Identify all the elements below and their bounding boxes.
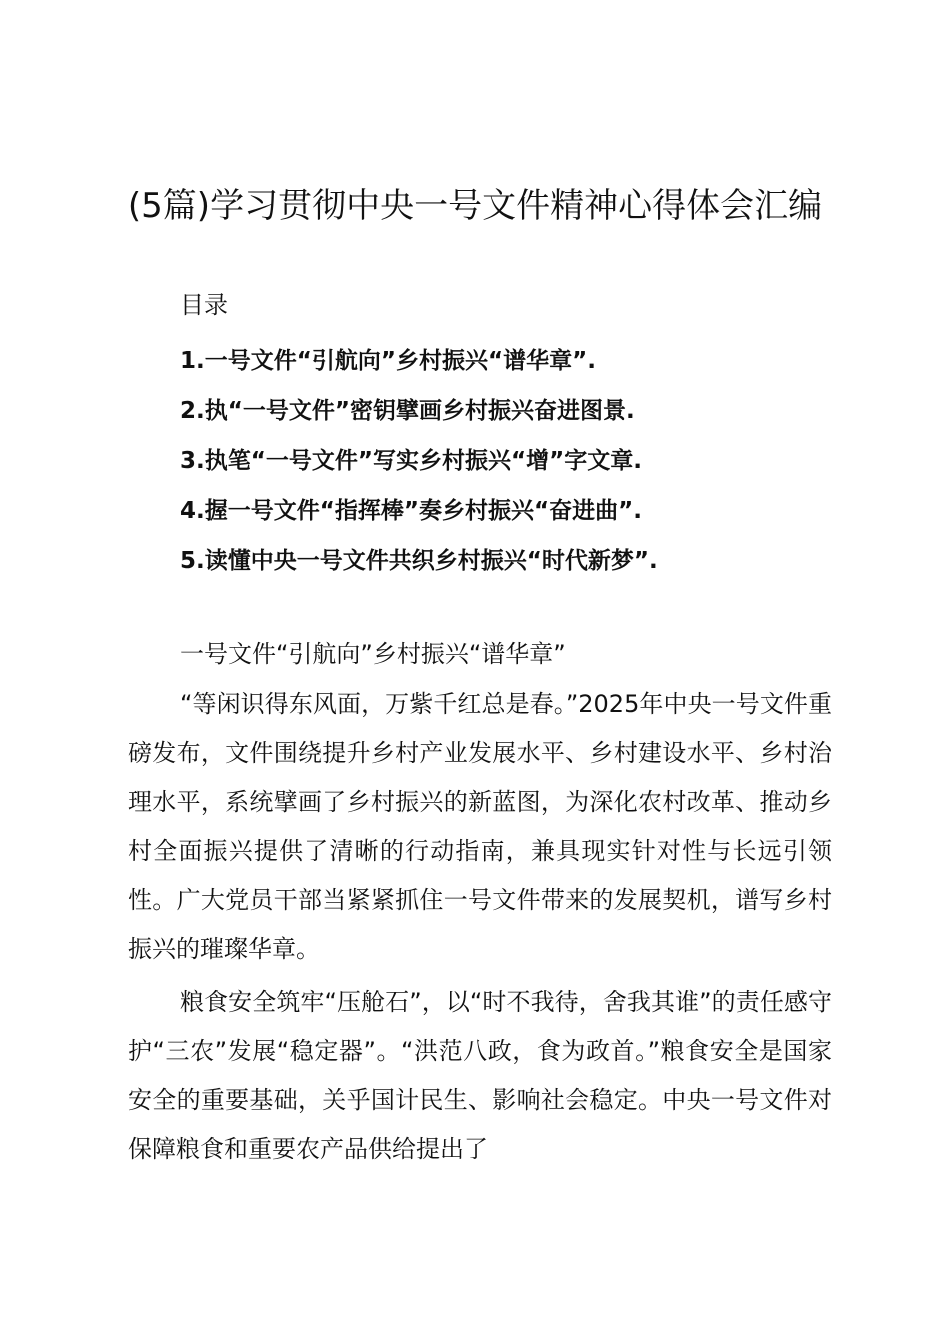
toc-heading: 目录 (180, 291, 228, 319)
article-body (128, 630, 832, 1178)
article-title: 一号文件“引航向”乡村振兴“谱华章” (180, 640, 566, 668)
paragraph: “等闲识得东风面，万紫千红总是春。”2025年中央一号文件重磅发布，文件围绕提升乡村产业发展水平、乡村建设水平、乡村治理水平，系统擘画了乡村振兴的新蓝图，为深化农村改革、推动乡村全面振兴提供了清晰的行动指南，兼具现实针对性与长远引领性。广大党员干部当紧紧抓住一号文件带来的发展契机，谱写乡村振兴的璀璨华章。 (128, 690, 832, 963)
toc-item: 2.执“一号文件”密钥擘画乡村振兴奋进图景. (180, 398, 635, 424)
toc-item: 4.握一号文件“指挥棒”奏乡村振兴“奋进曲”. (180, 498, 642, 524)
table-of-contents (180, 336, 658, 586)
paragraph: 粮食安全筑牢“压舱石”，以“时不我待，舍我其谁”的责任感守护“三农”发展“稳定器”。“洪范八政，食为政首。”粮食安全是国家安全的重要基础，关乎国计民生、影响社会稳定。中央一号文件对保障粮食和重要农产品供给提出了 (128, 988, 832, 1163)
toc-item: 1.一号文件“引航向”乡村振兴“谱华章”. (180, 348, 596, 374)
toc-item: 5.读懂中央一号文件共织乡村振兴“时代新梦”. (180, 548, 658, 574)
toc-item: 3.执笔“一号文件”写实乡村振兴“增”字文章. (180, 448, 642, 474)
document-title: (5篇)学习贯彻中央一号文件精神心得体会汇编 (127, 186, 823, 226)
